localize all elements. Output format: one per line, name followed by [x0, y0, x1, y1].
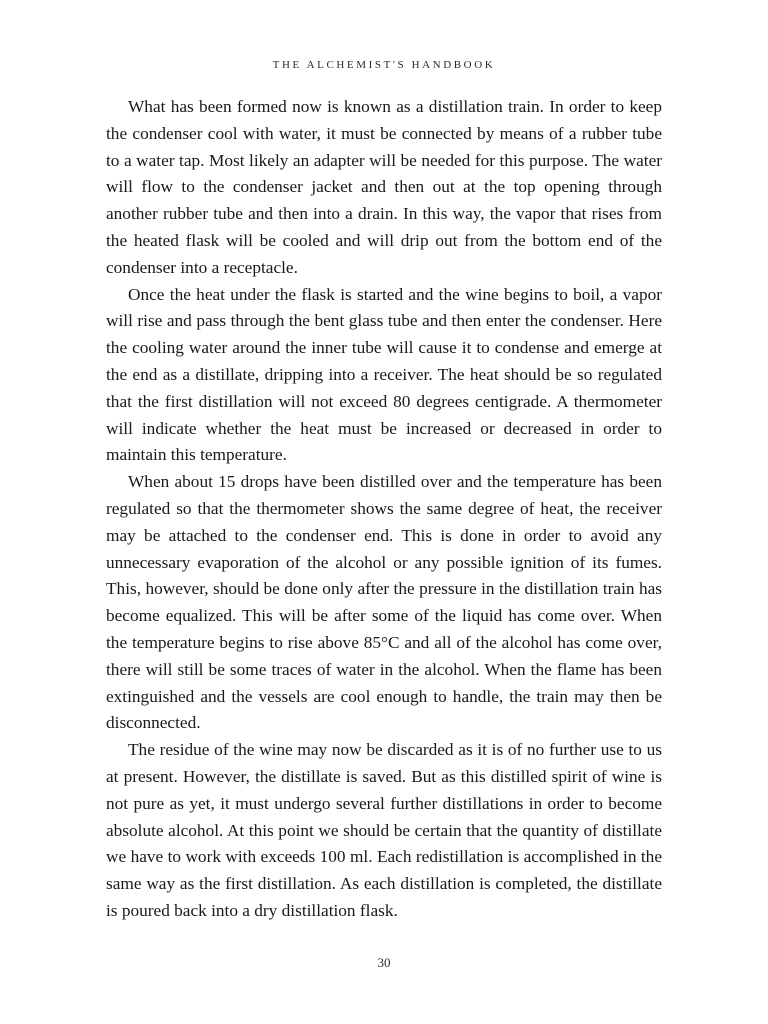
page-number: 30 — [377, 955, 391, 970]
paragraph-2: Once the heat under the flask is started and the wine begins to boil, a vapor will rise and pass through the bent glass tube and then enter the condenser. Here the cooling water around the inner tube will cause it to condense and emerge at the end as a distillate, dripping into a receiver. The heat should be so regulated that the first distillation will not exceed 80 degrees centigrade. A thermometer will indicate whether the heat must be increased or decreased in order to maintain this temperature. — [106, 284, 662, 465]
paragraph-1: What has been formed now is known as a distillation train. In order to keep the condenser cool with water, it must be connected by means of a rubber tube to a water tap. Most likely an adapter will be needed for this purpose. The water will flow to the condenser jacket and then out at the top opening through another rubber tube and then into a drain. In this way, the vapor that rises from the heated flask will be cooled and will drip out from the bottom end of the condenser into a receptacle. — [106, 97, 662, 277]
paragraph-4: The residue of the wine may now be discarded as it is of no further use to us at present. However, the distillate is saved. But as this distilled spirit of wine is not pure as yet, it must undergo several further distillations in order to become absolute alcohol. At this point we should be certain that the quantity of distillate we have to work with exceeds 100 ml. Each redistillation is accomplished in the same way as the first distillation. As each distillation is completed, the distillate is poured back into a dry distillation flask. — [106, 740, 662, 920]
running-header-title: THE ALCHEMIST'S HANDBOOK — [272, 59, 496, 71]
paragraph-3: When about 15 drops have been distilled over and the temperature has been regulated so that the thermometer shows the same degree of heat, the receiver may be attached to the condenser end. This is done in order to avoid any unnecessary evaporation of the alcohol or any possible ignition of its fumes. This, however, should be done only after the pressure in the distillation train has become equalized. This will be after some of the liquid has come over. When the temperature begins to rise above 85°C and all of the alcohol has come over, there will still be some traces of water in the alcohol. When the flame has been extinguished and the vessels are cool enough to handle, the train may then be disconnected. — [106, 472, 662, 733]
body-text — [106, 94, 662, 925]
